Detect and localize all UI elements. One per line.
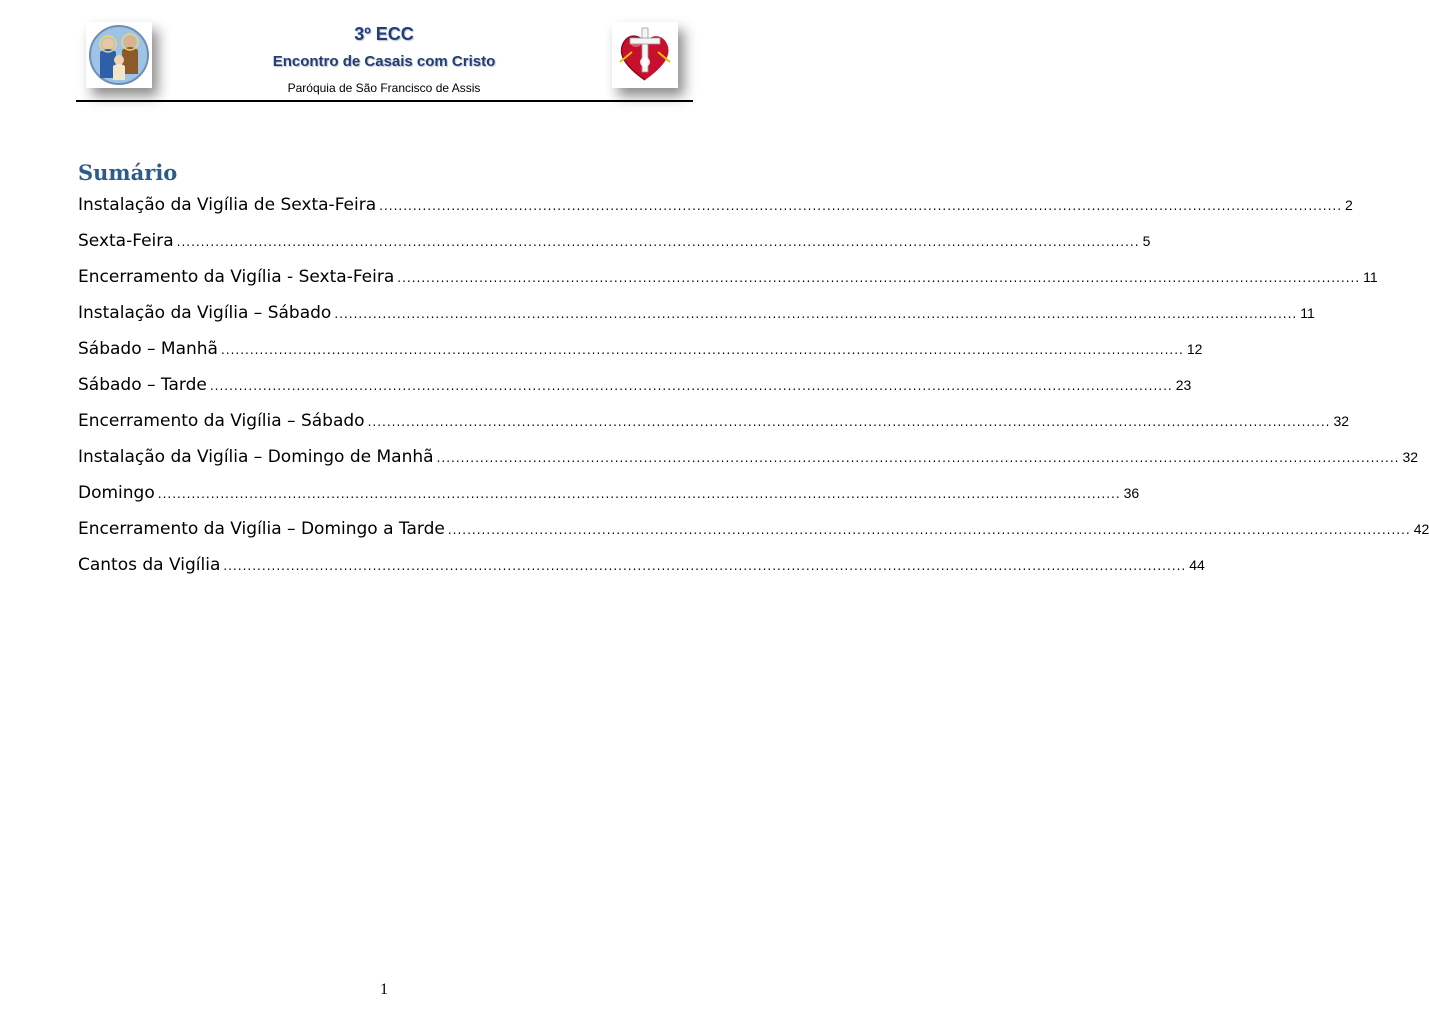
header-title: 3º ECC	[354, 24, 414, 44]
toc-entry-page: 32	[1333, 413, 1350, 429]
toc-dot-leader: ........................................................................................................................................................................................................	[220, 343, 1184, 357]
toc-entry-page: 36	[1123, 485, 1140, 501]
header-parish: Paróquia de São Francisco de Assis	[287, 81, 481, 95]
toc-entry-page: 11	[1300, 305, 1315, 321]
toc-entry-page: 42	[1413, 521, 1429, 537]
toc-dot-leader: ........................................................................................................................................................................................................	[176, 235, 1140, 249]
toc-dot-leader: ........................................................................................................................................................................................................	[367, 415, 1331, 429]
toc-entry-page: 2	[1345, 197, 1353, 213]
toc-entry[interactable]	[78, 552, 1205, 588]
heart-cross-icon	[612, 22, 678, 88]
page-number: 1	[380, 981, 388, 998]
toc-dot-leader: ........................................................................................................................................................................................................	[447, 523, 1411, 537]
toc-entry[interactable]	[78, 408, 1350, 444]
toc-entry[interactable]	[78, 300, 1315, 336]
toc-entry[interactable]	[78, 228, 1151, 264]
toc-entry-title: Encerramento da Vigília - Sexta-Feira	[78, 267, 395, 287]
toc-dot-leader: ........................................................................................................................................................................................................	[157, 487, 1121, 501]
toc-dot-leader: ........................................................................................................................................................................................................	[223, 559, 1187, 573]
toc-entry-page: 23	[1175, 377, 1192, 393]
toc-entry-page: 32	[1402, 449, 1419, 465]
toc-entry-title: Encerramento da Vigília – Domingo a Tarde	[78, 519, 445, 539]
toc-dot-leader: ........................................................................................................................................................................................................	[397, 271, 1361, 285]
toc-entry[interactable]	[78, 516, 1429, 552]
toc-entry-title: Sábado – Tarde	[78, 375, 207, 395]
toc-heading: Sumário	[78, 160, 178, 185]
toc-entry[interactable]	[78, 336, 1203, 372]
toc-entry-title: Encerramento da Vigília – Sábado	[78, 411, 365, 431]
toc-entry[interactable]	[78, 480, 1140, 516]
header-divider	[76, 100, 693, 102]
toc-entry-title: Sexta-Feira	[78, 231, 174, 251]
toc-dot-leader: ........................................................................................................................................................................................................	[209, 379, 1173, 393]
table-of-contents	[78, 192, 1429, 588]
toc-entry-page: 44	[1189, 557, 1205, 573]
toc-entry[interactable]	[78, 372, 1192, 408]
toc-entry-page: 12	[1186, 341, 1203, 357]
toc-dot-leader: ........................................................................................................................................................................................................	[334, 307, 1298, 321]
toc-entry-title: Instalação da Vigília – Sábado	[78, 303, 332, 323]
toc-entry[interactable]	[78, 444, 1419, 480]
toc-entry-page: 11	[1363, 269, 1378, 285]
toc-entry-page: 5	[1142, 233, 1151, 249]
toc-entry[interactable]	[78, 264, 1378, 300]
header-subtitle: Encontro de Casais com Cristo	[272, 53, 496, 70]
toc-entry-title: Instalação da Vigília – Domingo de Manhã	[78, 447, 434, 467]
toc-entry-title: Cantos da Vigília	[78, 555, 221, 575]
toc-dot-leader: ........................................................................................................................................................................................................	[379, 199, 1343, 213]
ecc-logo	[612, 22, 678, 88]
toc-entry-title: Sábado – Manhã	[78, 339, 218, 359]
toc-entry-title: Instalação da Vigília de Sexta-Feira	[78, 195, 377, 215]
page-header	[0, 0, 768, 110]
toc-dot-leader: ........................................................................................................................................................................................................	[436, 451, 1400, 465]
toc-entry-title: Domingo	[78, 483, 155, 503]
toc-entry[interactable]	[78, 192, 1353, 228]
